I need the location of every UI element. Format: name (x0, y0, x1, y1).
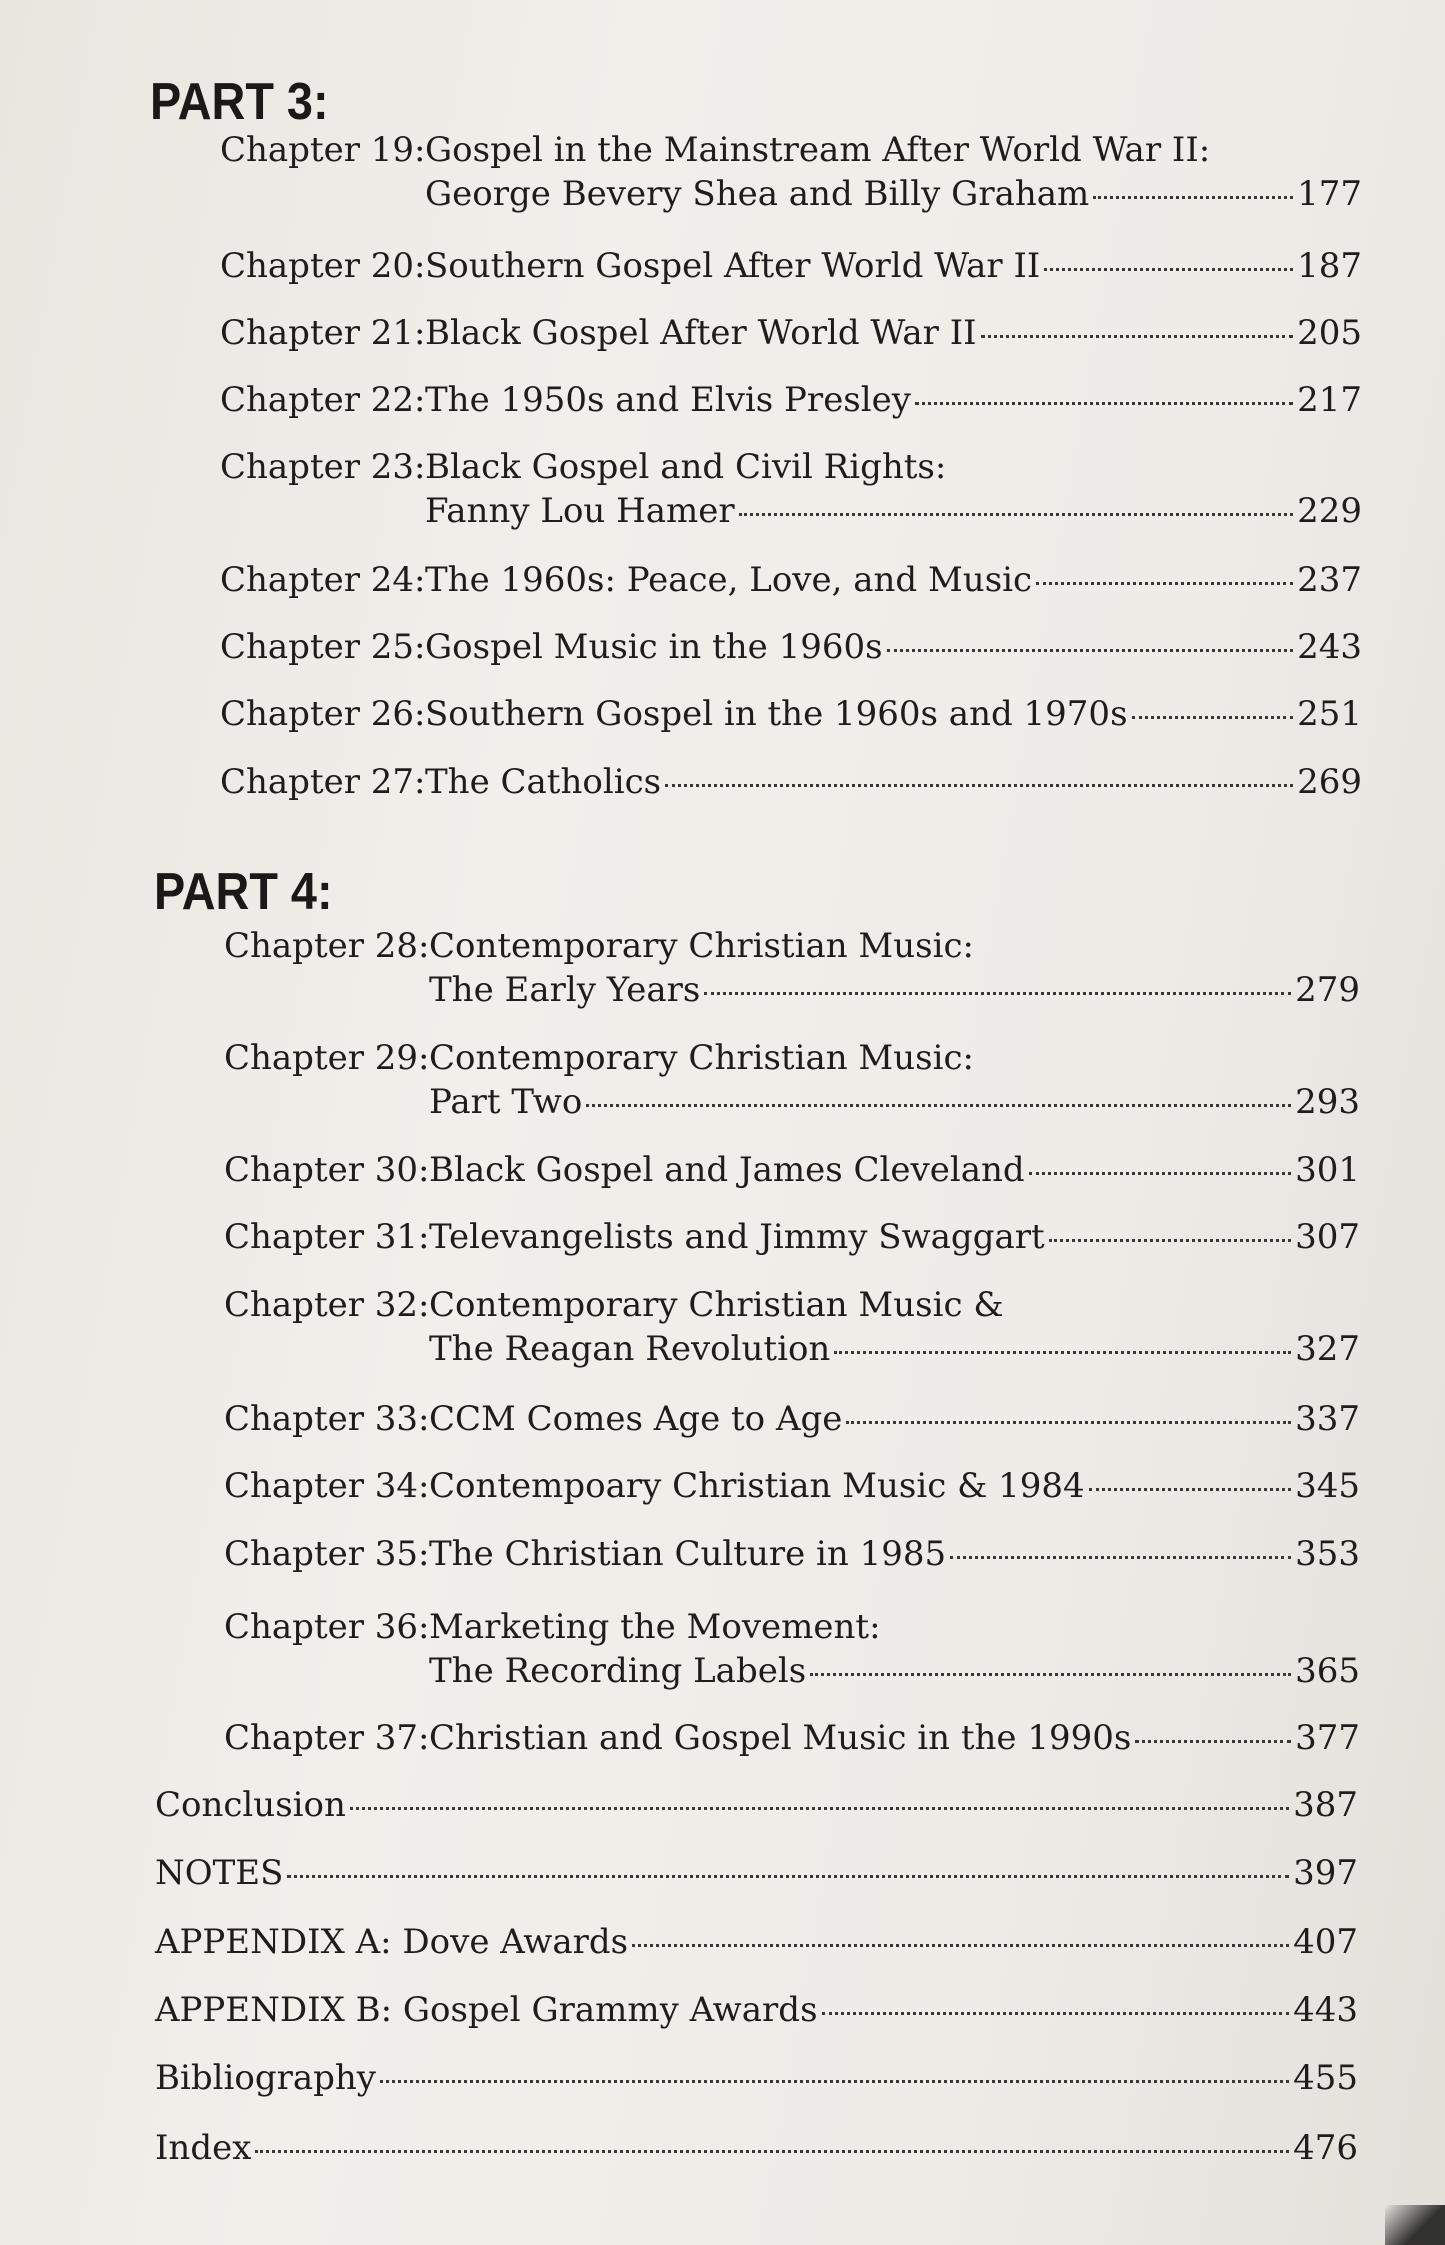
page-number: 353 (1295, 1534, 1360, 1574)
page-number: 345 (1295, 1466, 1360, 1506)
chapter-title: Gospel Music in the 1960s (425, 627, 883, 667)
toc-entry-appendix-b (155, 1988, 1358, 2032)
chapter-title: Contemporary Christian Music: (429, 1038, 974, 1078)
leader-dots (255, 2150, 1289, 2153)
leader-dots (1135, 1740, 1291, 1743)
page-number: 307 (1295, 1217, 1360, 1257)
toc-entry-appendix-a (155, 1920, 1358, 1964)
chapter-title: The Catholics (425, 762, 662, 802)
toc-entry-bibliography (155, 2056, 1358, 2100)
chapter-number: Chapter 24: (220, 560, 426, 600)
back-matter-title: Bibliography (155, 2058, 376, 2098)
leader-dots (665, 784, 1293, 787)
leader-dots (1036, 582, 1293, 585)
leader-dots (822, 2012, 1290, 2015)
toc-entry-ch35 (224, 1532, 1360, 1576)
page-number: 397 (1293, 1853, 1358, 1893)
chapter-number: Chapter 23: (220, 447, 426, 487)
leader-dots (739, 513, 1293, 516)
chapter-title-cont: George Bevery Shea and Billy Graham (425, 174, 1090, 214)
toc-entry-ch27 (220, 760, 1362, 804)
toc-entry-ch31 (224, 1215, 1360, 1259)
chapter-title: CCM Comes Age to Age (429, 1399, 843, 1439)
page-number: 476 (1293, 2128, 1358, 2168)
page-edge-shadow (1385, 2205, 1445, 2245)
page-number: 293 (1295, 1082, 1360, 1122)
chapter-number: Chapter 29: (224, 1038, 430, 1078)
page-number: 327 (1295, 1329, 1360, 1369)
chapter-title-cont: The Reagan Revolution (429, 1329, 831, 1369)
page-number: 243 (1297, 627, 1362, 667)
page-number: 205 (1297, 313, 1362, 353)
chapter-title: Marketing the Movement: (429, 1607, 881, 1647)
leader-dots (287, 1875, 1289, 1878)
chapter-number: Chapter 30: (224, 1150, 430, 1190)
page-number: 455 (1293, 2058, 1358, 2098)
page-number: 251 (1297, 694, 1362, 734)
page-number: 269 (1297, 762, 1362, 802)
chapter-title: Black Gospel and James Cleveland (429, 1150, 1025, 1190)
chapter-title-cont: The Recording Labels (429, 1651, 807, 1691)
chapter-number: Chapter 20: (220, 246, 426, 286)
leader-dots (1132, 716, 1294, 719)
leader-dots (1049, 1239, 1291, 1242)
toc-entry-ch22 (220, 378, 1362, 422)
toc-entry-notes (155, 1851, 1358, 1895)
leader-dots (1044, 268, 1293, 271)
leader-dots (1089, 1488, 1291, 1491)
chapter-title: Southern Gospel in the 1960s and 1970s (425, 694, 1128, 734)
toc-entry-ch21 (220, 311, 1362, 355)
leader-dots (846, 1421, 1291, 1424)
toc-entry-ch26 (220, 692, 1362, 736)
chapter-title: Black Gospel After World War II (425, 313, 977, 353)
chapter-title: Gospel in the Mainstream After World War II: (425, 130, 1211, 170)
back-matter-title: APPENDIX B: Gospel Grammy Awards (155, 1990, 818, 2030)
chapter-title: Contempoary Christian Music & 1984 (429, 1466, 1085, 1506)
leader-dots (586, 1104, 1291, 1107)
page-number: 279 (1295, 970, 1360, 1010)
toc-entry-ch24 (220, 558, 1362, 602)
leader-dots (810, 1673, 1291, 1676)
chapter-number: Chapter 34: (224, 1466, 430, 1506)
leader-dots (950, 1556, 1291, 1559)
page-number: 229 (1297, 491, 1362, 531)
page-number: 407 (1293, 1922, 1358, 1962)
chapter-number: Chapter 28: (224, 926, 430, 966)
chapter-title: The 1960s: Peace, Love, and Music (425, 560, 1033, 600)
chapter-number: Chapter 27: (220, 762, 426, 802)
toc-entry-ch37 (224, 1716, 1360, 1760)
leader-dots (704, 992, 1291, 995)
chapter-title-cont: The Early Years (429, 970, 701, 1010)
leader-dots (380, 2080, 1289, 2083)
chapter-number: Chapter 36: (224, 1607, 430, 1647)
chapter-number: Chapter 19: (220, 130, 426, 170)
leader-dots (350, 1807, 1289, 1810)
toc-entry-ch23 (220, 445, 1362, 533)
back-matter-title: Conclusion (155, 1785, 346, 1825)
chapter-title-cont: Part Two (429, 1082, 583, 1122)
chapter-title: Contemporary Christian Music: (429, 926, 974, 966)
toc-entry-ch30 (224, 1148, 1360, 1192)
page-number: 387 (1293, 1785, 1358, 1825)
page-number: 301 (1295, 1150, 1360, 1190)
leader-dots (632, 1944, 1289, 1947)
toc-entry-ch29 (224, 1036, 1360, 1124)
chapter-title: Southern Gospel After World War II (425, 246, 1041, 286)
chapter-title: Black Gospel and Civil Rights: (425, 447, 947, 487)
chapter-number: Chapter 21: (220, 313, 426, 353)
toc-entry-ch34 (224, 1464, 1360, 1508)
chapter-title: Televangelists and Jimmy Swaggart (429, 1217, 1045, 1257)
chapter-number: Chapter 37: (224, 1718, 430, 1758)
toc-entry-ch25 (220, 625, 1362, 669)
chapter-title-cont: Fanny Lou Hamer (425, 491, 735, 531)
chapter-number: Chapter 26: (220, 694, 426, 734)
toc-entry-ch28 (224, 924, 1360, 1012)
chapter-number: Chapter 35: (224, 1534, 430, 1574)
page-number: 237 (1297, 560, 1362, 600)
page-number: 365 (1295, 1651, 1360, 1691)
chapter-number: Chapter 31: (224, 1217, 430, 1257)
page-number: 377 (1295, 1718, 1360, 1758)
chapter-title: The 1950s and Elvis Presley (425, 380, 911, 420)
page-number: 443 (1293, 1990, 1358, 2030)
page-number: 187 (1297, 246, 1362, 286)
toc-entry-ch19 (220, 128, 1362, 216)
chapter-number: Chapter 32: (224, 1285, 430, 1325)
toc-entry-ch32 (224, 1283, 1360, 1371)
leader-dots (1029, 1172, 1291, 1175)
part-3-heading: PART 3: (150, 73, 329, 131)
toc-entry-conclusion (155, 1783, 1358, 1827)
chapter-number: Chapter 33: (224, 1399, 430, 1439)
toc-entry-ch36 (224, 1605, 1360, 1693)
chapter-title: Christian and Gospel Music in the 1990s (429, 1718, 1132, 1758)
leader-dots (915, 402, 1293, 405)
leader-dots (981, 335, 1293, 338)
toc-entry-ch33 (224, 1397, 1360, 1441)
chapter-title: The Christian Culture in 1985 (429, 1534, 947, 1574)
back-matter-title: APPENDIX A: Dove Awards (155, 1922, 629, 1962)
page-number: 217 (1297, 380, 1362, 420)
chapter-title: Contemporary Christian Music & (429, 1285, 1004, 1325)
part-4-heading: PART 4: (154, 863, 333, 921)
chapter-number: Chapter 22: (220, 380, 426, 420)
back-matter-title: Index (155, 2128, 252, 2168)
leader-dots (834, 1351, 1291, 1354)
chapter-number: Chapter 25: (220, 627, 426, 667)
page-number: 337 (1295, 1399, 1360, 1439)
page-number: 177 (1297, 174, 1362, 214)
leader-dots (1093, 196, 1293, 199)
toc-entry-ch20 (220, 244, 1362, 288)
back-matter-title: NOTES (155, 1853, 284, 1893)
toc-entry-index (155, 2126, 1358, 2170)
leader-dots (887, 649, 1294, 652)
